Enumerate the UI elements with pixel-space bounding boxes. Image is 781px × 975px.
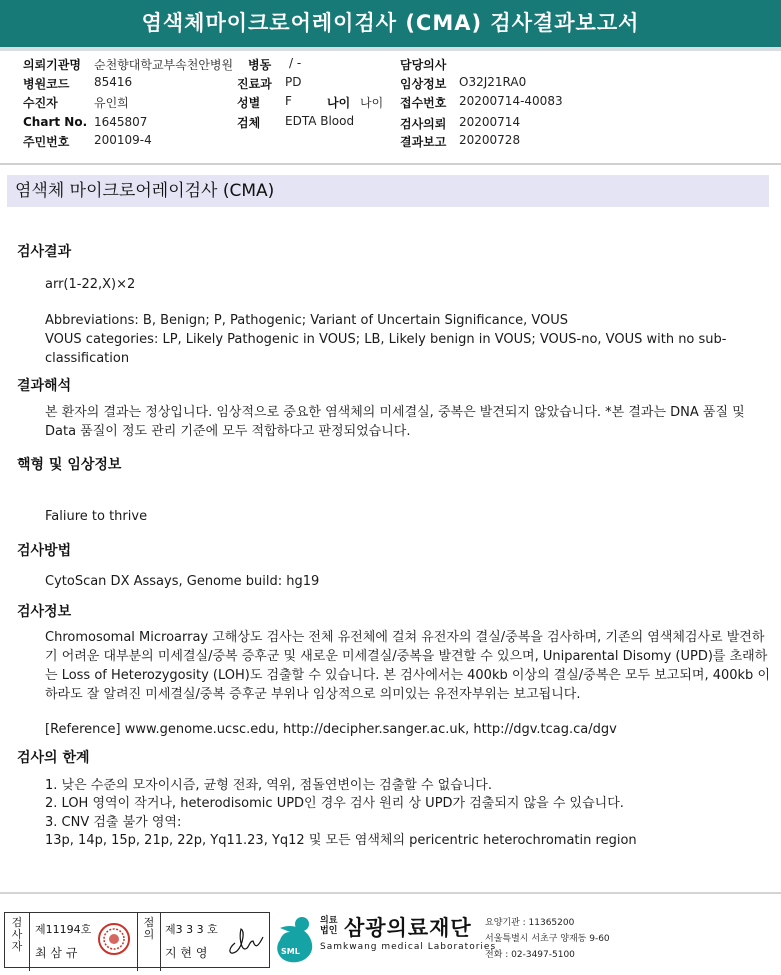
reviewer-label-cell	[137, 913, 161, 971]
section-band	[7, 175, 769, 207]
abbreviations: Abbreviations: B, Benign; P, Pathogenic; Variant of Uncertain Significance, VOUS	[45, 313, 569, 328]
examiner-name: 최 삼 규	[35, 946, 78, 960]
sml-logo-icon	[272, 912, 320, 966]
signature-box	[4, 912, 270, 968]
examiner-label: 검사자	[11, 916, 23, 953]
interpretation-text: 본 환자의 결과는 정상입니다. 임상적으로 중요한 염색체의 미세결실, 중복은 발견되지 않았습니다. *본 결과는 DNA 품질 및 Data 품질이 정도 관리 기준에 모두 적합하다고 판정되었습니다.	[45, 405, 745, 439]
section-title: 염색체 마이크로어레이검사 (CMA)	[15, 181, 275, 201]
karyotype-heading: 핵형 및 임상정보	[17, 457, 122, 473]
reviewer-license: 제3 3 3 호	[165, 923, 218, 936]
address: 서울특별시 서초구 양재동 9-60	[485, 934, 610, 944]
report-title: 염색체마이크로어레이검사 (CMA) 검사결과보고서	[141, 11, 640, 35]
limit-item-2: 2. LOH 영역이 작거나, heterodisomic UPD인 경우 검사 원리 상 UPD가 검출되지 않을 수 있습니다.	[45, 796, 624, 811]
sex-label: 성별	[237, 96, 261, 110]
specimen-label: 검체	[237, 116, 261, 130]
corp-name: 삼광의료재단	[344, 916, 472, 940]
seal-stamp-icon	[97, 922, 131, 956]
results-value: arr(1-22,X)×2	[45, 277, 136, 292]
test-info-heading: 검사정보	[17, 604, 72, 620]
corp-eng: Samkwang medical Laboratories	[320, 942, 497, 952]
reviewer-label: 점의	[143, 916, 155, 941]
sex-value: F	[285, 94, 292, 108]
limit-item-3: 3. CNV 검출 불가 영역:	[45, 815, 182, 830]
header-divider	[0, 163, 781, 165]
patient-value: 유인희	[94, 96, 129, 110]
age-value: 나이	[360, 96, 384, 110]
receipt-value: 20200714-40083	[459, 94, 563, 108]
inst-code: 요양기관 : 11365200	[485, 918, 575, 928]
vous-categories: VOUS categories: LP, Likely Pathogenic in VOUS; LB, Likely benign in VOUS; VOUS-no, VOUS with no sub-classification	[45, 332, 727, 366]
rrn-value: 200109-4	[94, 133, 152, 147]
age-label: 나이	[327, 96, 351, 110]
dept-label: 진료과	[237, 77, 272, 91]
chart-label: Chart No.	[23, 115, 88, 129]
code-label: 병원코드	[23, 77, 70, 91]
logo-text: SML	[281, 947, 300, 956]
reference-text: [Reference] www.genome.ucsc.edu, http://decipher.sanger.ac.uk, http://dgv.tcag.ca/dgv	[45, 722, 617, 737]
contact-block	[485, 915, 610, 963]
method-heading: 검사방법	[17, 543, 72, 559]
hospital-label: 의뢰기관명	[23, 58, 81, 72]
ward-value: / -	[289, 56, 302, 70]
corp-tag: 의료 법인	[320, 916, 338, 936]
footer-divider	[0, 892, 781, 894]
limits-heading: 검사의 한계	[17, 750, 90, 766]
method-text: CytoScan DX Assays, Genome build: hg19	[45, 574, 320, 589]
limit-item-4: 13p, 14p, 15p, 21p, 22p, Yq11.23, Yq12 및 모든 염색체의 pericentric heterochromatin region	[45, 833, 637, 848]
patient-info	[0, 52, 781, 166]
receipt-label: 접수번호	[400, 96, 447, 110]
patient-label: 수진자	[23, 96, 58, 110]
limit-item-1: 1. 낮은 수준의 모자이시즘, 균형 전좌, 역위, 점돌연변이는 검출할 수 없습니다.	[45, 778, 492, 793]
report-label: 결과보고	[400, 135, 447, 149]
rrn-label: 주민번호	[23, 135, 70, 149]
test-info-text: Chromosomal Microarray 고해상도 검사는 전체 유전체에 걸쳐 유전자의 결실/중복을 검사하며, 기존의 염색체검사로 발견하기 어려운 대부분의 미세결실/중복 증후군 및 새로운 미세결실/중복을 발견할 수 있으며, Uniparental Disomy (UPD)를 초래하는 Loss of Heterozygosity (LOH)도 검출할 수 있습니다. 본 검사에서는 400kb 이상의 결실/중복은 모두 보고되며, 400kb 이하라도 잘 알려진 미세결실/중복 증후군 부위나 임상적으로 의미있는 유전자부위는 보고됩니다.	[45, 630, 771, 702]
request-label: 검사의뢰	[400, 117, 447, 131]
specimen-value: EDTA Blood	[285, 114, 355, 128]
chart-value: 1645807	[94, 115, 148, 129]
ward-label: 병동	[248, 58, 272, 72]
examiner-license: 제11194호	[35, 923, 92, 936]
report-value: 20200728	[459, 133, 521, 147]
doctor-label: 담당의사	[400, 58, 447, 72]
interpretation-heading: 결과해석	[17, 378, 72, 394]
phone: 전화 : 02-3497-5100	[485, 950, 575, 960]
results-heading: 검사결과	[17, 244, 72, 260]
karyotype-text: Faliure to thrive	[45, 509, 148, 524]
title-bar	[0, 0, 781, 51]
hospital-value: 순천향대학교부속천안병원	[94, 58, 234, 72]
clinical-label: 임상정보	[400, 77, 447, 91]
clinical-value: O32J21RA0	[459, 75, 527, 89]
request-value: 20200714	[459, 115, 521, 129]
signature-scribble-icon	[223, 923, 265, 959]
code-value: 85416	[94, 75, 133, 89]
dept-value: PD	[285, 75, 302, 89]
reviewer-name: 지 현 영	[165, 946, 208, 960]
examiner-label-cell	[5, 913, 30, 971]
